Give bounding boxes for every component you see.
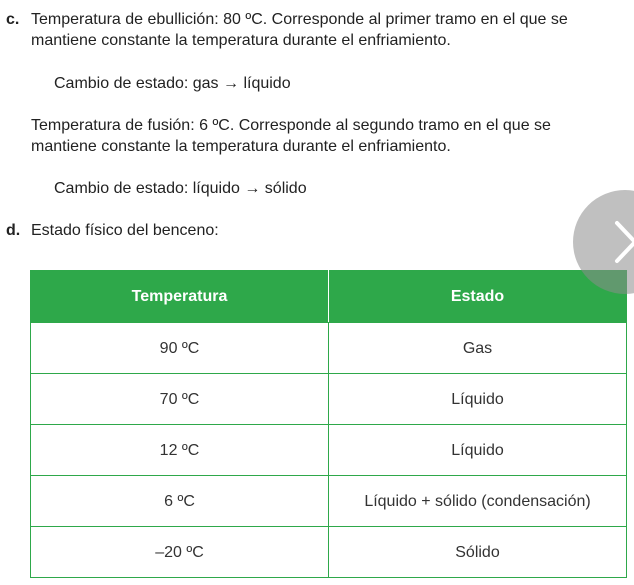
benzene-state-table: [30, 270, 627, 578]
cell-temperature: 12 ºC: [31, 425, 329, 476]
state-change-gas-liquid: Cambio de estado: gas → líquido: [54, 75, 291, 92]
cell-temperature: 90 ºC: [31, 323, 329, 374]
boiling-text-line1: Temperatura de ebullición: 80 ºC. Corresponde al primer tramo en el que se: [31, 11, 568, 28]
cell-state: Líquido + sólido (condensación): [329, 476, 627, 527]
chevron-right-icon: [611, 220, 634, 264]
cell-state: Líquido: [329, 374, 627, 425]
fusion-text-line2: mantiene constante la temperatura durante el enfriamiento.: [31, 138, 451, 155]
cell-temperature: –20 ºC: [31, 527, 329, 578]
table-row: [31, 527, 627, 578]
table-row: [31, 323, 627, 374]
table-row: [31, 425, 627, 476]
table-row: [31, 374, 627, 425]
cell-temperature: 70 ºC: [31, 374, 329, 425]
header-temperature: Temperatura: [31, 271, 329, 323]
item-c-marker: c.: [6, 11, 20, 28]
cell-state: Líquido: [329, 425, 627, 476]
cell-state: Sólido: [329, 527, 627, 578]
fusion-paragraph: [31, 115, 618, 157]
item-c: [6, 9, 618, 51]
fusion-text-line1: Temperatura de fusión: 6 ºC. Corresponde al segundo tramo en el que se: [31, 117, 551, 134]
cell-state: Gas: [329, 323, 627, 374]
table-row: [31, 476, 627, 527]
cell-temperature: 6 ºC: [31, 476, 329, 527]
item-d: [6, 220, 618, 241]
item-d-marker: d.: [6, 222, 21, 239]
boiling-text-line2: mantiene constante la temperatura durante el enfriamiento.: [31, 32, 451, 49]
table-header-row: [31, 271, 627, 323]
item-d-text: Estado físico del benceno:: [31, 222, 219, 239]
header-state: Estado: [329, 271, 627, 323]
state-change-liquid-solid: Cambio de estado: líquido → sólido: [54, 180, 307, 197]
